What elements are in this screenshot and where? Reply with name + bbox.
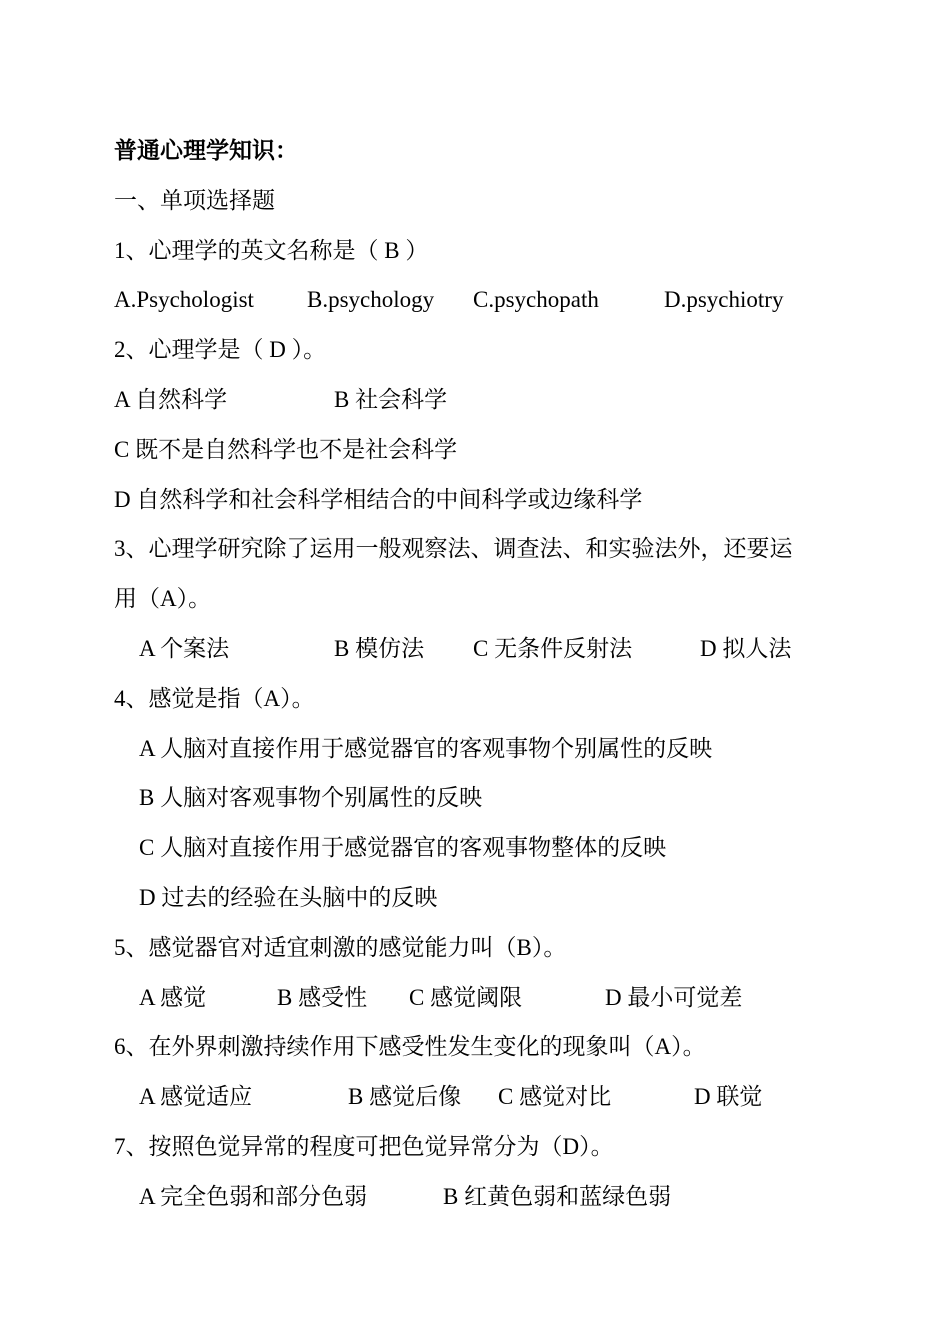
option-a: A 个案法 bbox=[139, 635, 230, 661]
question-7-options bbox=[114, 1172, 844, 1222]
option-c: C 感觉阈限 bbox=[409, 984, 523, 1010]
question-4-option-d: D 过去的经验在头脑中的反映 bbox=[139, 884, 438, 910]
question-4-option-a: A 人脑对直接作用于感觉器官的客观事物个别属性的反映 bbox=[139, 735, 713, 761]
question-2-stem: 2、心理学是（ D ）。 bbox=[114, 337, 327, 363]
option-a: A 感觉适应 bbox=[139, 1084, 253, 1110]
document-body bbox=[114, 126, 844, 1222]
option-c: C 无条件反射法 bbox=[473, 635, 633, 661]
question-3-stem-line2: 用（A）。 bbox=[114, 586, 212, 612]
option-b: B 红黄色弱和蓝绿色弱 bbox=[443, 1183, 672, 1209]
option-a: A 自然科学 bbox=[114, 386, 228, 412]
question-7-stem: 7、按照色觉异常的程度可把色觉异常分为（D）。 bbox=[114, 1133, 614, 1159]
section-heading: 一、单项选择题 bbox=[114, 187, 275, 213]
option-a: A.Psychologist bbox=[114, 287, 254, 313]
option-d: D 最小可觉差 bbox=[605, 984, 743, 1010]
option-b: B 感觉后像 bbox=[348, 1084, 462, 1110]
option-b: B 模仿法 bbox=[334, 635, 425, 661]
option-b: B 感受性 bbox=[277, 984, 368, 1010]
option-a: A 完全色弱和部分色弱 bbox=[139, 1183, 368, 1209]
option-a: A 感觉 bbox=[139, 984, 207, 1010]
question-3-stem-line1: 3、心理学研究除了运用一般观察法、调查法、和实验法外，还要运 bbox=[114, 536, 793, 562]
question-4-option-c: C 人脑对直接作用于感觉器官的客观事物整体的反映 bbox=[139, 835, 667, 861]
question-5-options bbox=[114, 973, 844, 1023]
option-d: D 联觉 bbox=[694, 1084, 763, 1110]
question-3-options bbox=[114, 624, 844, 674]
option-d: D 拟人法 bbox=[700, 635, 792, 661]
option-c: C 感觉对比 bbox=[498, 1084, 612, 1110]
question-2-options-ab bbox=[114, 375, 844, 425]
option-d: D.psychiotry bbox=[664, 287, 784, 313]
question-1-stem: 1、心理学的英文名称是（ B ） bbox=[114, 237, 429, 263]
question-4-option-b: B 人脑对客观事物个别属性的反映 bbox=[139, 785, 483, 811]
question-6-options bbox=[114, 1072, 844, 1122]
option-b: B.psychology bbox=[307, 287, 435, 313]
option-c: C.psychopath bbox=[473, 287, 599, 313]
question-2-option-d: D 自然科学和社会科学相结合的中间科学或边缘科学 bbox=[114, 486, 643, 512]
document-title: 普通心理学知识： bbox=[114, 138, 298, 163]
question-1-options bbox=[114, 275, 844, 325]
question-5-stem: 5、感觉器官对适宜刺激的感觉能力叫（B）。 bbox=[114, 934, 567, 960]
question-4-stem: 4、感觉是指（A）。 bbox=[114, 685, 315, 711]
question-2-option-c: C 既不是自然科学也不是社会科学 bbox=[114, 436, 458, 462]
option-b: B 社会科学 bbox=[334, 386, 448, 412]
question-6-stem: 6、在外界刺激持续作用下感受性发生变化的现象叫（A）。 bbox=[114, 1034, 706, 1060]
